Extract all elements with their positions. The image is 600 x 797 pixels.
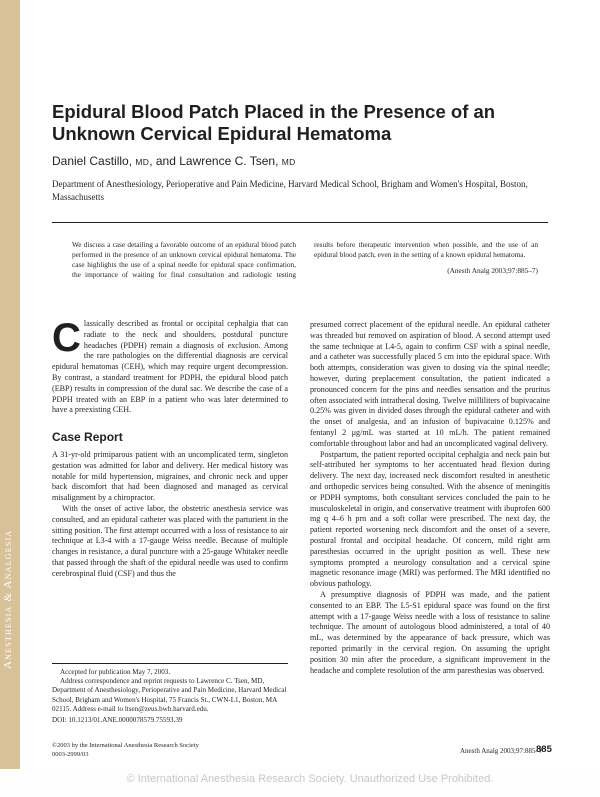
footer-issn: 0003-2999/03 [52,750,89,758]
author-connector: , and Lawrence C. Tsen, [149,154,279,168]
author-line [52,154,572,168]
case-report-paragraph-1: A 31-yr-old primiparous patient with an uncomplicated term, singleton gestation was admitted for labor and delivery. Her medical history was notable for mild hypertension, migraines, and chronic neck and upper back discomfort that had been diagnosed and managed as cervical misalignment by a chiropractor. [52,449,288,503]
footnote-accepted: Accepted for publication May 7, 2003. [60,668,171,676]
author-1: Daniel Castillo, [52,154,133,168]
case-report-heading: Case Report [52,430,123,445]
header-rule [52,222,548,223]
footer-left [52,742,199,759]
footnotes [52,663,288,725]
footnote-address: Address correspondence and reprint requests to Lawrence C. Tsen, MD, Department of Anesthesiology, Perioperative and Pain Medicine, Harvard Medical School, Brigham and Women's Hospital, 75 Francis St., CWN-L1, Boston, MA 02115. Address e-mail to ltsen@zeus.bwh.harvard.edu. [52,677,287,713]
abstract-citation: (Anesth Analg 2003;97:885–7) [447,266,538,275]
right-paragraph-3: A presumptive diagnosis of PDPH was made, and the patient consented to an EBP. The L5-S1 epidural space was found on the first attempt with a 17-gauge Weiss needle with a loss of resistance to saline technique. The amount of autologous blood administered, a total of 40 mL, was determined by the appearance of back pressure, which was reported primarily in the cervical region. On assuming the upright position 30 min after the procedure, a significant improvement in the headache and complete resolution of the arm paresthesias was observed. [310,589,550,675]
footer-journal-ref: Anesth Analg 2003;97:885–7 [460,747,543,755]
author-1-degree: MD [135,157,150,167]
abstract [72,240,538,280]
body-column-left [52,316,288,580]
footnote-doi: DOI: 10.1213/01.ANE.0000078579.75593.39 [52,716,183,725]
intro-paragraph [52,316,288,416]
page-number: 885 [536,744,552,755]
author-2-degree: MD [281,157,296,167]
body-column-right [310,320,550,676]
intro-text: lassically described as frontal or occipital cephalgia that can radiate to the neck and shoulders, postdural puncture headaches (PDPH) remain a diagnosis of exclusion. Among the rare pathologies on the differential diagnosis are cervical epidural hematomas (CEH), which may require urgent decompression. By contrast, a standard treatment for PDPH, the epidural blood patch (EBP) results in compression of the dural sac. We describe the case of a PDPH treated with an EBP in a patient who was later determined to have a preexisting CEH. [52,319,288,415]
article-title: Epidural Blood Patch Placed in the Presence of an Unknown Cervical Epidural Hematoma [52,101,496,144]
right-paragraph-2: Postpartum, the patient reported occipital cephalgia and neck pain but self-attributed her symptoms to her accentuated head flexion during delivery. The next day, increased neck discomfort resulted in anesthetic and orthopedic services being consulted. With the absence of meningitis or PDPH symptoms, both consultant services concluded the pain to be musculoskeletal in origin, and conservative treatment with ibuprofen 600 mg q 4–6 h prn and a soft collar were prescribed. The next day, the patient reported worsening neck discomfort and the onset of a severe, postural frontal and occipital headache. Of concern, mild right arm paresthesias occurred in the upright position as well. These new symptoms prompted a neurology consultation and a cervical spine magnetic resonance image (MRI) was performed. The MRI identified no obvious pathology. [310,449,550,589]
journal-spine-label: Anesthesia & Analgesia [2,530,14,670]
watermark-text: © International Anesthesia Research Society. Unauthorized Use Prohibited. [126,773,494,785]
abstract-text: We discuss a case detailing a favorable outcome of an epidural blood patch performed in the presence of an unknown cervical epidural hematoma. The case highlights the use of a spinal needle for epidural space confirmation, the importance of waiting for final consultation and radiologic testing results before therapeutic intervention when possible, and the use of an epidural blood patch, even in the setting of a known epidural hematoma. [72,240,538,279]
right-paragraph-1: presumed correct placement of the epidural needle. An epidural catheter was threaded but removed on aspiration of blood. A second attempt used the same technique at L4-5, again to confirm CSF with a spinal needle, and a catheter was successfully placed 5 cm into the epidural space. With both attempts, consideration was given to dosing via the spinal needle; however, during preplacement consultation, the patient indicated a pronounced concern for the pins and needles sensation and the pruritus often associated with intrathecal dosing. Twelve milliliters of bupivacaine 0.25% was given in divided doses through the epidural catheter and with the onset of analgesia, and an infusion of bupivacaine 0.125% and fentanyl 2 μg/mL was started at 10 mL/h. The patient remained comfortable throughout labor and had an uncomplicated vaginal delivery. [310,320,550,448]
footer-copyright: ©2003 by the International Anesthesia Research Society [52,742,199,749]
case-report-paragraph-2: With the onset of active labor, the obstetric anesthesia service was consulted, and an epidural catheter was placed with the parturient in the sitting position. The first attempt occurred with a loss of resistance to air technique at L3-4 with a 17-gauge Weiss needle. Because of multiple changes in resistance, a dural puncture with a 25-gauge Whitaker needle that passed through the shaft of the epidural needle was used to confirm cerebrospinal fluid (CSF) and thus the [52,503,288,578]
drop-cap: C [52,316,81,360]
affiliation: Department of Anesthesiology, Perioperative and Pain Medicine, Harvard Medical School, Brigham and Women's Hospital, Boston, Massachusetts [52,179,528,202]
